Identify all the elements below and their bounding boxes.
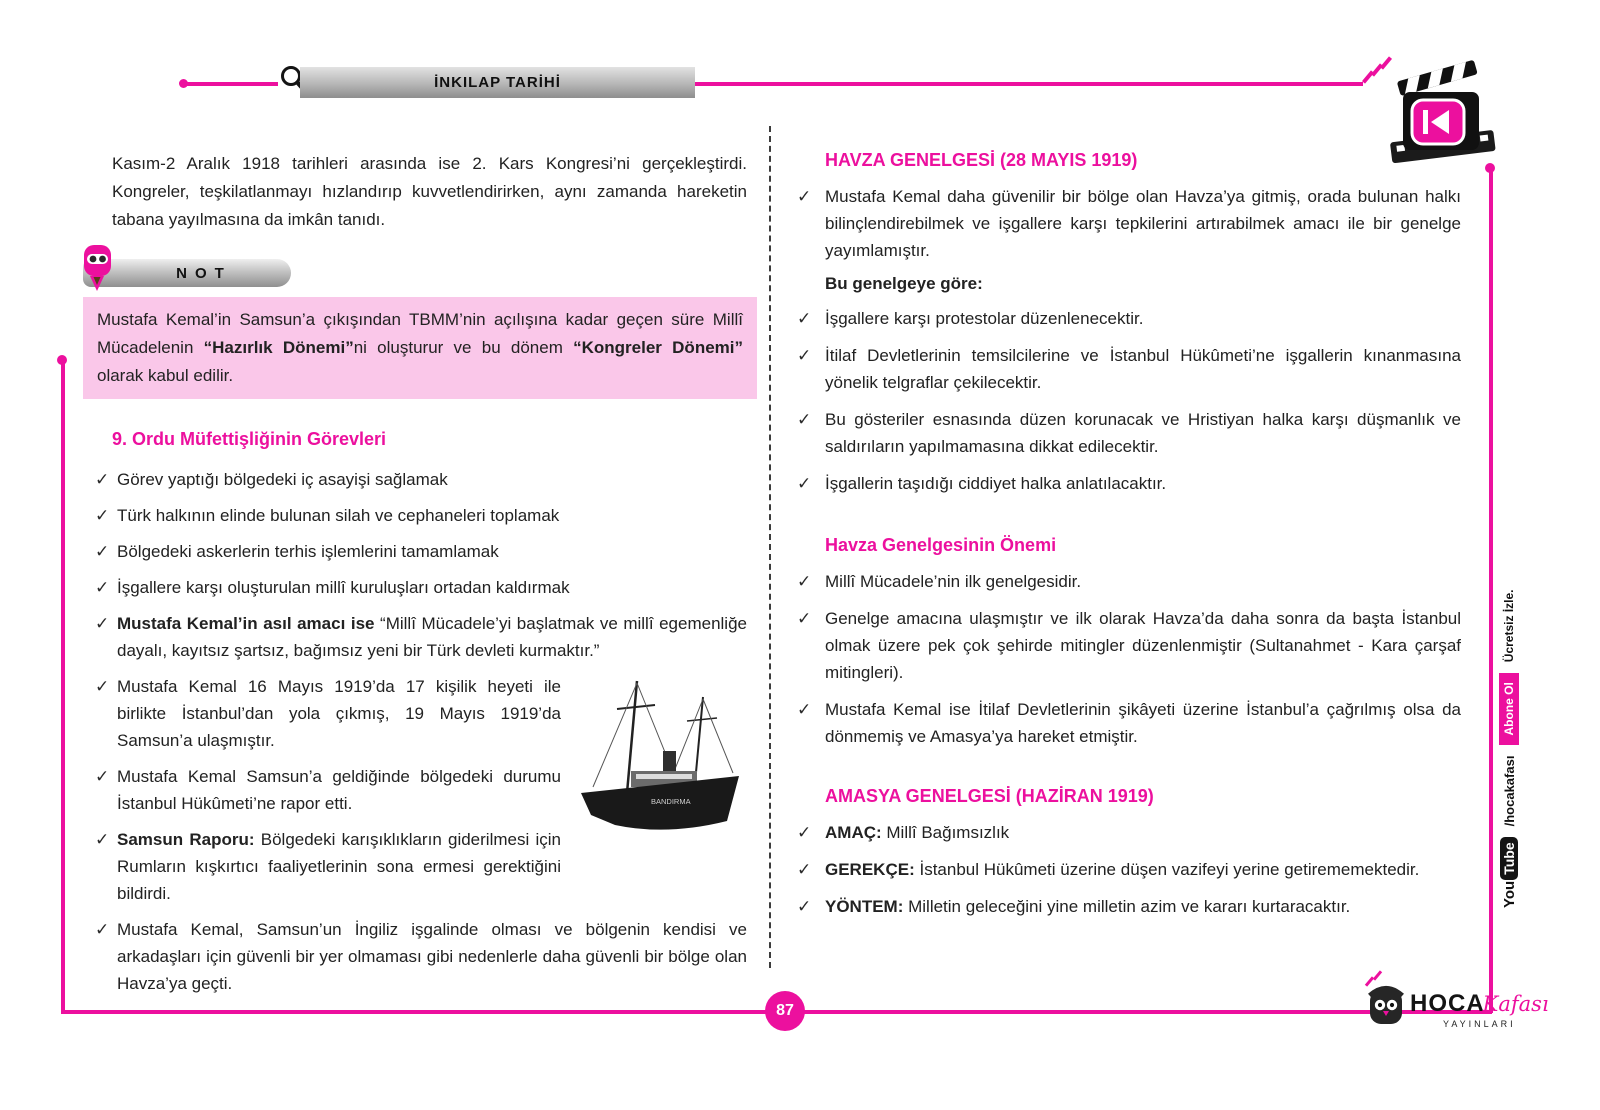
check-icon: ✓ xyxy=(95,542,110,561)
check-icon: ✓ xyxy=(797,897,812,916)
list-item: ✓ GEREKÇE: İstanbul Hükûmeti üzerine düşen vazifeyi yerine getirememektedir. xyxy=(795,856,1461,883)
brand-hoca-text: HOCA xyxy=(1410,990,1485,1017)
watch-free-label: Ücretsiz İzle. xyxy=(1502,589,1516,663)
list-item: ✓ Bu gösteriler esnasında düzen korunacak ve Hristiyan halka karşı düşmanlık ve saldırıların yapılmamasına dikkat edilecektir. xyxy=(795,406,1461,460)
check-icon: ✓ xyxy=(797,860,812,879)
check-icon: ✓ xyxy=(797,609,812,628)
list-item: ✓ YÖNTEM: Milletin geleceğini yine milletin azim ve kararı kurtaracaktır. xyxy=(795,893,1461,920)
column-divider xyxy=(769,126,771,968)
list-item: ✓ Türk halkının elinde bulunan silah ve cephaneleri toplamak xyxy=(95,502,747,529)
brand-yayinlari-text: YAYINLARI xyxy=(1442,1019,1516,1029)
intro-paragraph: Kasım-2 Aralık 1918 tarihleri arasında ise 2. Kars Kongresi’ni gerçekleştirdi. Kongreler, teşkilatlanmayı hızlandırıp kuvvetlendirirken, aynı zamanda hareketin tabana yayılmasına da imkân tanıdı. xyxy=(112,154,747,229)
header-line-left xyxy=(184,82,278,86)
list-item: ✓ Samsun Raporu: Bölgedeki karışıklıkların giderilmesi için Rumların kışkırtıcı faaliyetlerinin sona ermesi gerektiğini bildirdi. xyxy=(95,826,747,907)
section-heading-amasya: AMASYA GENELGESİ (HAZİRAN 1919) xyxy=(825,786,1154,806)
check-icon: ✓ xyxy=(95,830,110,849)
youtube-logo: You Tube xyxy=(1500,837,1518,908)
check-icon: ✓ xyxy=(797,823,812,842)
frame-line-right xyxy=(1489,170,1493,1013)
subheading-genelge: Bu genelgeye göre: xyxy=(825,274,983,293)
page-title: İNKILAP TARİHİ xyxy=(300,67,695,98)
check-icon: ✓ xyxy=(797,700,812,719)
list-item: ✓ Mustafa Kemal’in asıl amacı ise “Millî Mücadele’yi başlatmak ve millî egemenliğe dayalı, kayıtsız şartsız, bağımsız yeni bir Türk devleti kurmaktır.” xyxy=(95,610,747,664)
check-icon: ✓ xyxy=(797,474,812,493)
note-box: Mustafa Kemal’in Samsun’a çıkışından TBMM’nin açılışına kadar geçen süre Millî Mücadelenin “Hazırlık Dönemi”ni oluşturur ve bu dönem “Kongreler Dönemi” olarak kabul edilir. xyxy=(83,297,757,399)
check-icon: ✓ xyxy=(95,767,110,786)
check-icon: ✓ xyxy=(95,506,110,525)
list-item: ✓ İşgallerin taşıdığı ciddiyet halka anlatılacaktır. xyxy=(795,470,1461,497)
check-icon: ✓ xyxy=(95,578,110,597)
check-icon: ✓ xyxy=(95,677,110,696)
youtube-handle: /hocakafası xyxy=(1501,755,1517,827)
list-item: ✓ Bölgedeki askerlerin terhis işlemlerini tamamlamak xyxy=(95,538,747,565)
list-item: ✓ Mustafa Kemal, Samsun’un İngiliz işgalinde olması ve bölgenin kendisi ve arkadaşları için güvenli bir yer olmaması gibi nedenlerle daha güvenli bir bölge olan Havza’ya geçti. xyxy=(95,916,747,997)
check-icon: ✓ xyxy=(95,920,110,939)
list-item: ✓ Mustafa Kemal 16 Mayıs 1919’da 17 kişilik heyeti ile birlikte İstanbul’dan yola çıkmış, 19 Mayıs 1919’da Samsun’a ulaşmıştır. xyxy=(95,673,747,754)
check-icon: ✓ xyxy=(95,614,110,633)
youtube-promo-strip xyxy=(1496,589,1522,908)
section-heading-havza: HAVZA GENELGESİ (28 MAYIS 1919) xyxy=(825,150,1138,170)
check-icon: ✓ xyxy=(797,572,812,591)
left-column xyxy=(95,150,747,1006)
subscribe-badge[interactable]: Abone Ol xyxy=(1499,673,1519,744)
section-heading-duties: 9. Ordu Müfettişliğinin Görevleri xyxy=(112,429,387,449)
list-item: ✓ AMAÇ: Millî Bağımsızlık xyxy=(795,819,1461,846)
brand-kafasi-text: Kafası xyxy=(1482,992,1549,1016)
page-number: 87 xyxy=(765,991,805,1031)
list-item: ✓ Görev yaptığı bölgedeki iç asayişi sağlamak xyxy=(95,466,747,493)
note-label-text: NOT xyxy=(176,264,232,282)
check-icon: ✓ xyxy=(797,187,812,206)
frame-line-left xyxy=(61,362,65,1013)
publisher-logo xyxy=(1366,980,1549,1033)
check-icon: ✓ xyxy=(95,470,110,489)
list-item: ✓ İtilaf Devletlerinin temsilcilerine ve İstanbul Hükûmeti’ne işgallerin kınanmasına yönelik telgraflar çekilecektir. xyxy=(795,342,1461,396)
check-icon: ✓ xyxy=(797,410,812,429)
duties-list xyxy=(95,466,747,997)
list-item: ✓ Millî Mücadele’nin ilk genelgesidir. xyxy=(795,568,1461,595)
list-item: ✓ Mustafa Kemal daha güvenilir bir bölge olan Havza’ya gitmiş, orada bulunan halkı bilinçlendirebilmek ve işgallere karşı tepkilerini artırabilmek amacı ile bir genelge yayımlamıştır. xyxy=(795,183,1461,264)
owl-mascot-icon xyxy=(1366,980,1406,1033)
list-item: ✓ Genelge amacına ulaşmıştır ve ilk olarak Havza’da daha sonra da başta İstanbul olmak üzere pek çok şehirde mitingler düzenlenmiştir (Sultanahmet - Kara çarşaf mitingleri). xyxy=(795,605,1461,686)
list-item: ✓ İşgallere karşı oluşturulan millî kuruluşları ortadan kaldırmak xyxy=(95,574,747,601)
note-callout xyxy=(95,259,747,399)
check-icon: ✓ xyxy=(797,346,812,365)
section-heading-havza-onemi: Havza Genelgesinin Önemi xyxy=(825,535,1057,555)
list-item: ✓ İşgallere karşı protestolar düzenlenecektir. xyxy=(795,305,1461,332)
right-column xyxy=(795,150,1461,930)
list-item: ✓ Mustafa Kemal Samsun’a geldiğinde bölgedeki durumu İstanbul Hükûmeti’ne rapor etti. xyxy=(95,763,747,817)
header-line-right xyxy=(695,82,1363,86)
note-label xyxy=(83,259,291,287)
pencil-owl-mascot-icon xyxy=(77,243,119,297)
svg-text:BANDIRMA: BANDIRMA xyxy=(651,797,691,806)
list-item: ✓ Mustafa Kemal ise İtilaf Devletlerinin şikâyeti üzerine İstanbul’a çağrılmış olsa da dönmemiş ve Amasya’ya hareket etmiştir. xyxy=(795,696,1461,750)
check-icon: ✓ xyxy=(797,309,812,328)
